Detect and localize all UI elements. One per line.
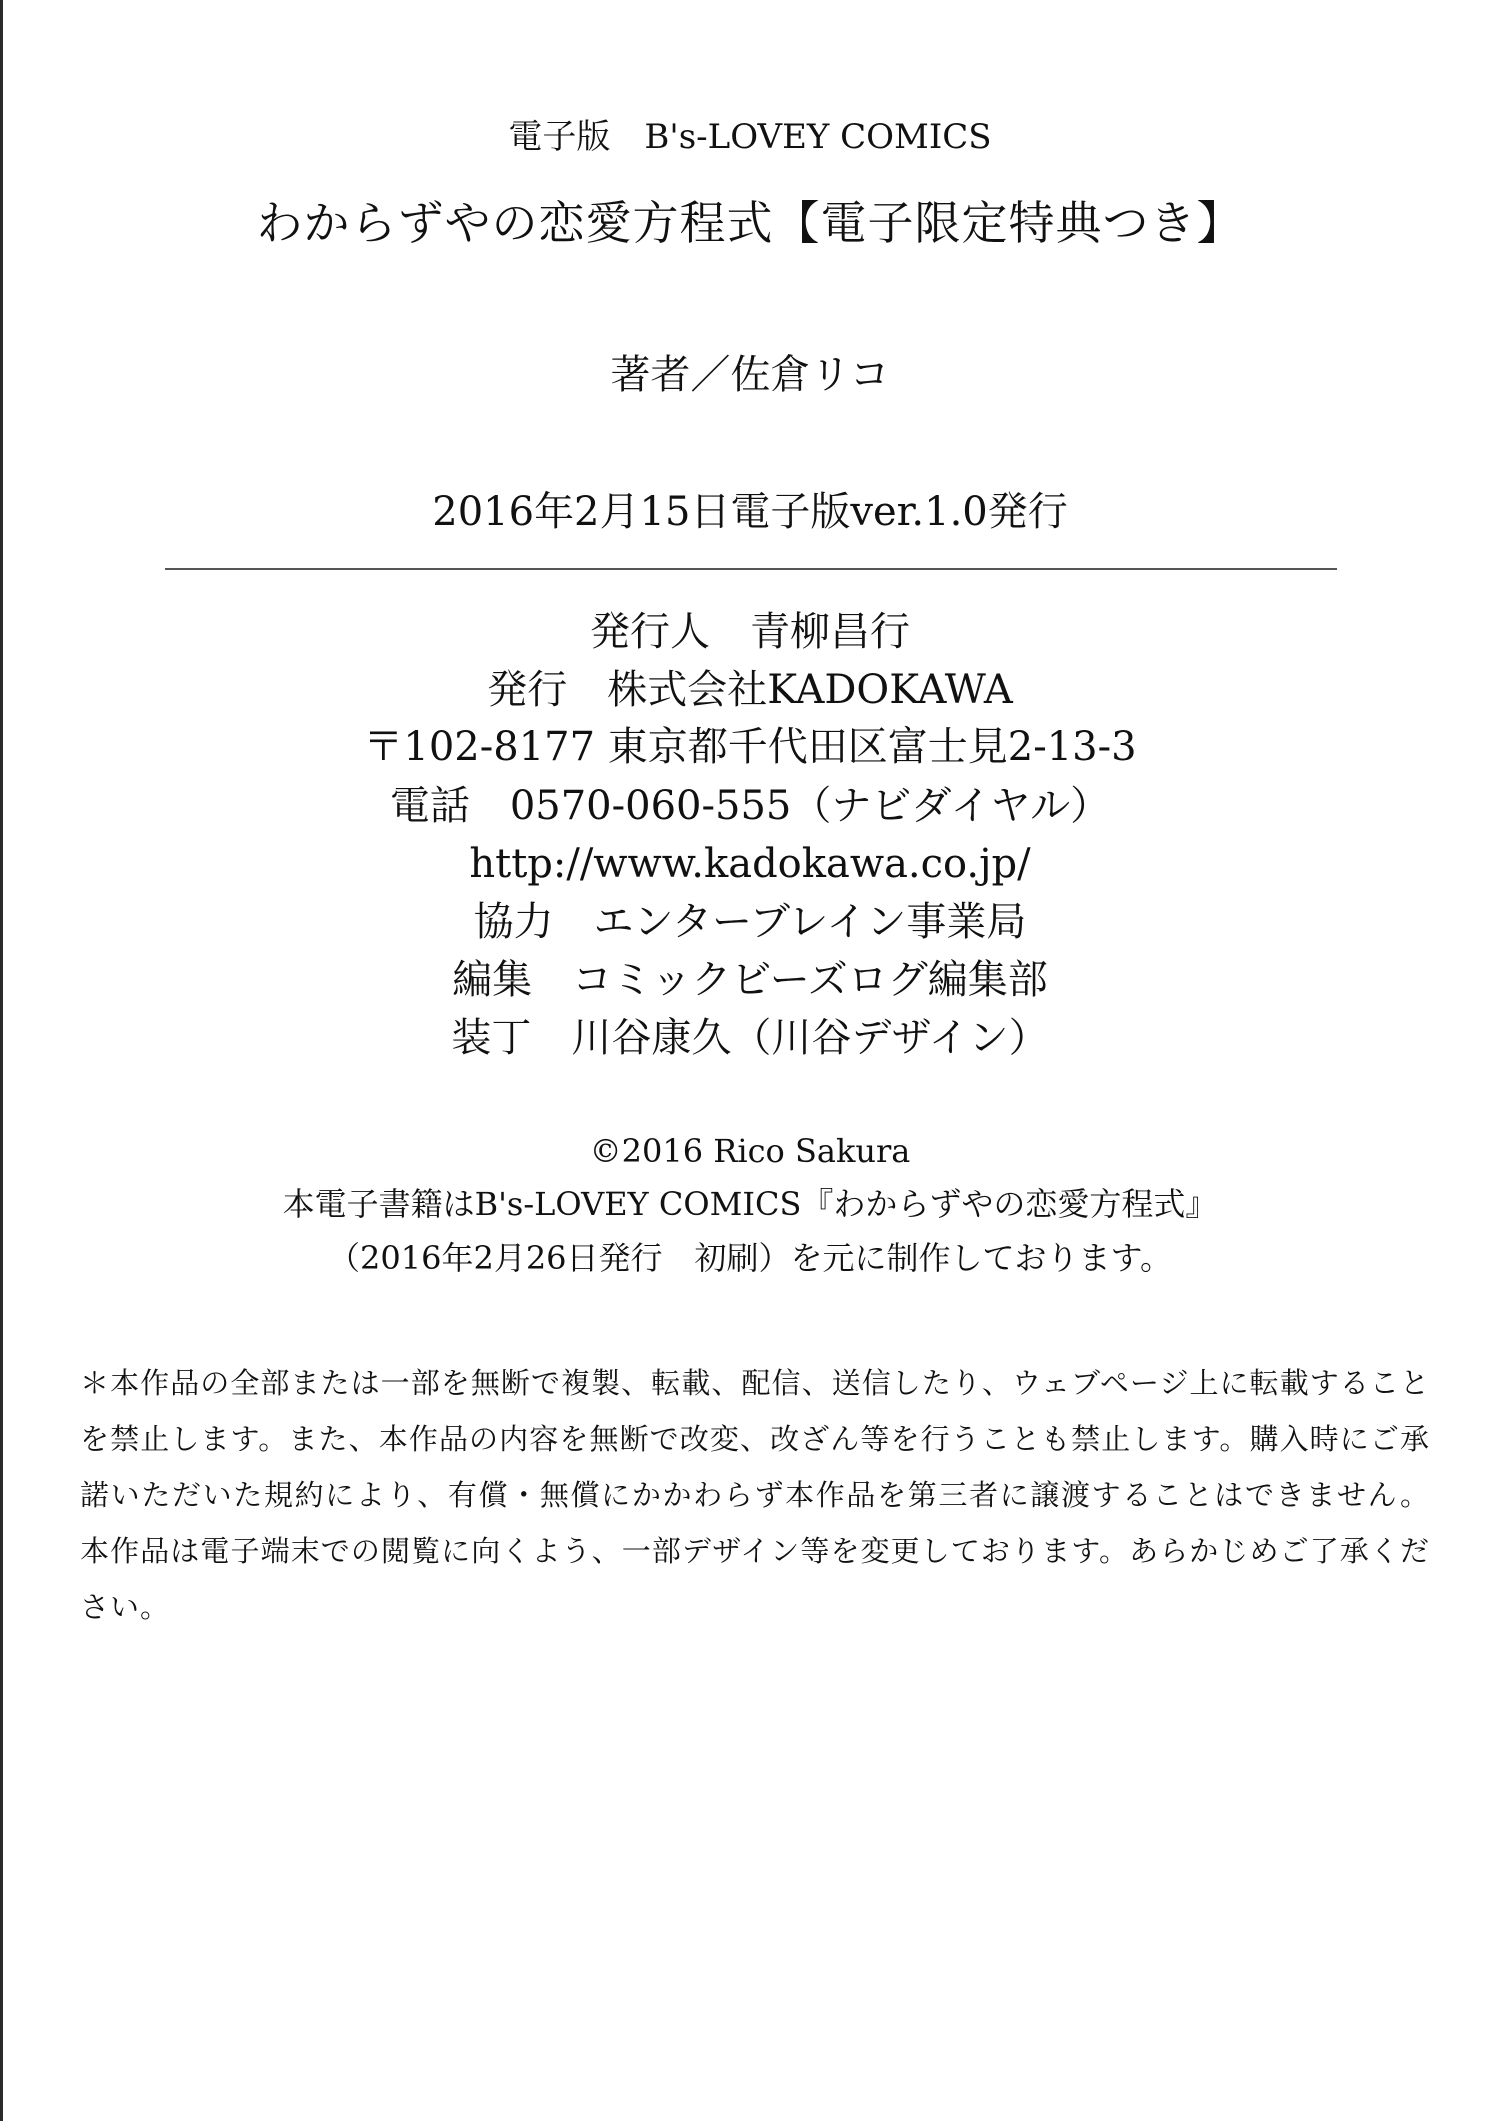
- credit-publisher-company: 発行 株式会社KADOKAWA: [487, 667, 1013, 713]
- issue-date-line: 2016年2月15日電子版ver.1.0発行: [432, 489, 1068, 535]
- credit-publisher-person: 発行人 青柳昌行: [590, 609, 910, 655]
- page-edge-line: [0, 0, 3, 2121]
- divider-rule: [165, 568, 1337, 570]
- source-edition-line-2: （2016年2月26日発行 初刷）を元に制作しております。: [328, 1239, 1172, 1277]
- author-line: 著者／佐倉リコ: [610, 352, 890, 398]
- credit-url: http://www.kadokawa.co.jp/: [469, 841, 1031, 887]
- copyright-line: ©2016 Rico Sakura: [589, 1132, 911, 1170]
- credit-editing: 編集 コミックビーズログ編集部: [452, 957, 1048, 1003]
- source-edition-line-1: 本電子書籍はB's-LOVEY COMICS『わからずやの恋愛方程式』: [282, 1185, 1218, 1223]
- credit-address: 〒102-8177 東京都千代田区富士見2-13-3: [363, 724, 1137, 770]
- credit-design: 装丁 川谷康久（川谷デザイン）: [451, 1015, 1049, 1061]
- credit-cooperation: 協力 エンターブレイン事業局: [473, 899, 1027, 945]
- series-label: 電子版 B's-LOVEY COMICS: [508, 117, 992, 157]
- book-title: わからずやの恋愛方程式【電子限定特典つき】: [256, 196, 1244, 250]
- legal-notice: ＊本作品の全部または一部を無断で複製、転載、配信、送信したり、ウェブページ上に転載することを禁止します。また、本作品の内容を無断で改変、改ざん等を行うことも禁止します。購入時にご承諾いただいた規約により、有償・無償にかかわらず本作品を第三者に譲渡することはできません。本作品は電子端末での閲覧に向くよう、一部デザイン等を変更しております。あらかじめご了承ください。: [80, 1366, 1430, 1624]
- credit-phone: 電話 0570-060-555（ナビダイヤル）: [389, 783, 1111, 829]
